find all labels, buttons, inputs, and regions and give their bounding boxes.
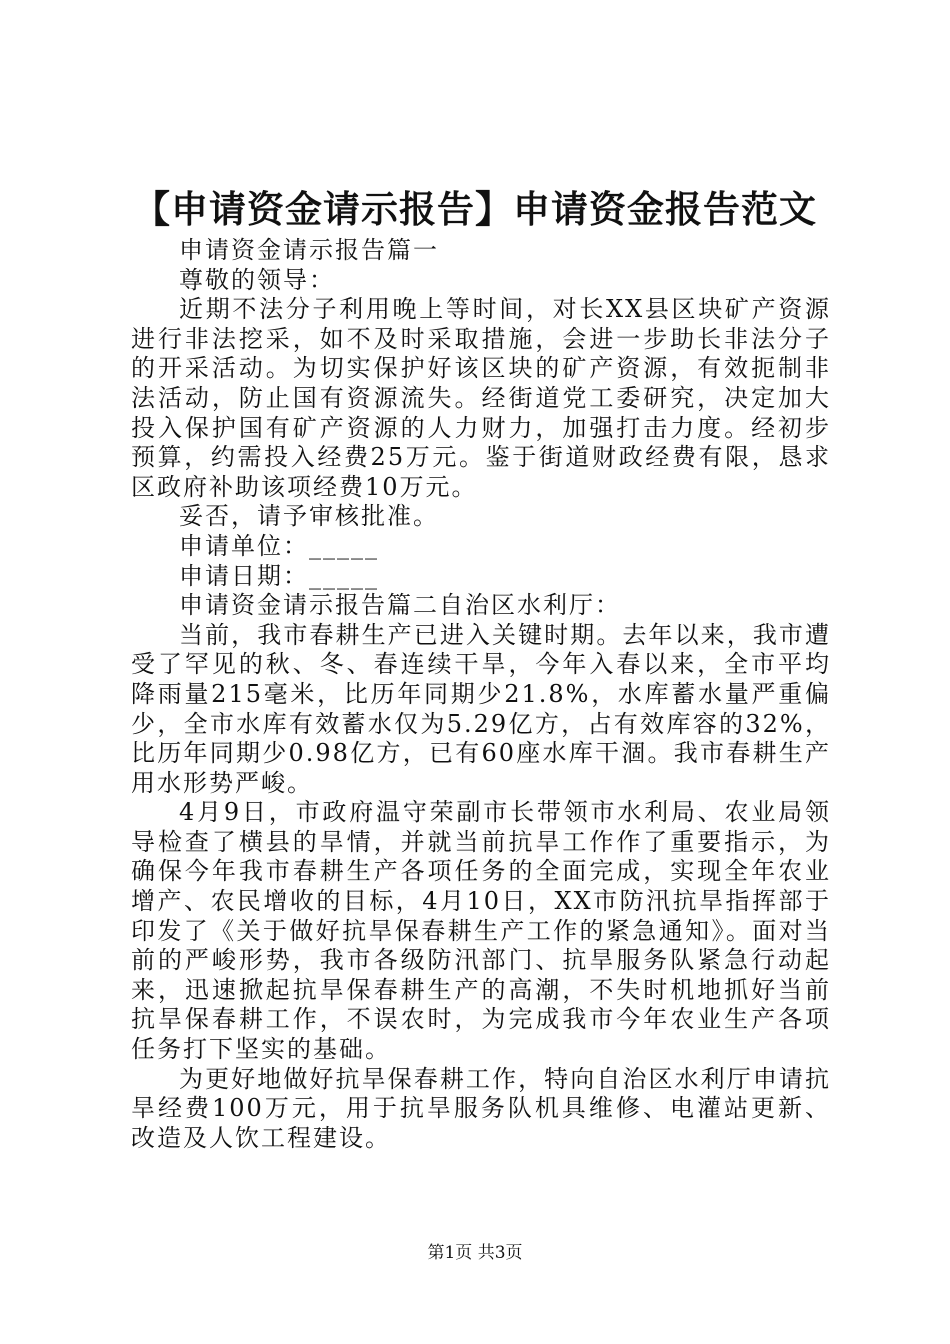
document-title: 【申请资金请示报告】申请资金报告范文 (133, 187, 817, 231)
applicant-unit-line: 申请单位：_____ (179, 531, 379, 560)
page-number: 第1页 共3页 (427, 1243, 523, 1263)
paragraph: 为更好地做好抗旱保春耕工作，特向自治区水利厅申请抗旱经费100万元，用于抗旱服务队机具维修、电灌站更新、改造及人饮工程建设。 (131, 1064, 831, 1152)
section-heading-1: 申请资金请示报告篇一 (179, 236, 439, 264)
paragraph: 近期不法分子利用晚上等时间，对长XX县区块矿产资源进行非法挖采，如不及时采取措施，会进一步助长非法分子的开采活动。为切实保护好该区块的矿产资源，有效扼制非法活动，防止国有资源流失。经街道党工委研究，决定加大投入保护国有矿产资源的人力财力，加强打击力度。经初步预算，约需投入经费25万元。鉴于街道财政经费有限，恳求区政府补助该项经费10万元。 (131, 295, 831, 501)
paragraph: 妥否，请予审核批准。 (179, 502, 439, 531)
application-date-line: 申请日期：_____ (179, 561, 379, 590)
document-body (131, 236, 831, 1153)
section-heading-2: 申请资金请示报告篇二自治区水利厅： (179, 591, 621, 620)
paragraph: 当前，我市春耕生产已进入关键时期。去年以来，我市遭受了罕见的秋、冬、春连续干旱，今年入春以来，全市平均降雨量215毫米，比历年同期少21.8%，水库蓄水量严重偏少，全市水库有效蓄水仅为5.29亿方，占有效库容的32%，比历年同期少0.98亿方，已有60座水库干涸。我市春耕生产用水形势严峻。 (131, 620, 831, 797)
paragraph: 4月9日，市政府温守荣副市长带领市水利局、农业局领导检查了横县的旱情，并就当前抗旱工作作了重要指示，为确保今年我市春耕生产各项任务的全面完成，实现全年农业增产、农民增收的目标，4月10日，XX市防汛抗旱指挥部于印发了《关于做好抗旱保春耕生产工作的紧急通知》。面对当前的严峻形势，我市各级防汛部门、抗旱服务队紧急行动起来，迅速掀起抗旱保春耕生产的高潮，不失时机地抓好当前抗旱保春耕工作，不误农时，为完成我市今年农业生产各项任务打下坚实的基础。 (131, 798, 831, 1064)
salutation: 尊敬的领导： (179, 265, 335, 294)
